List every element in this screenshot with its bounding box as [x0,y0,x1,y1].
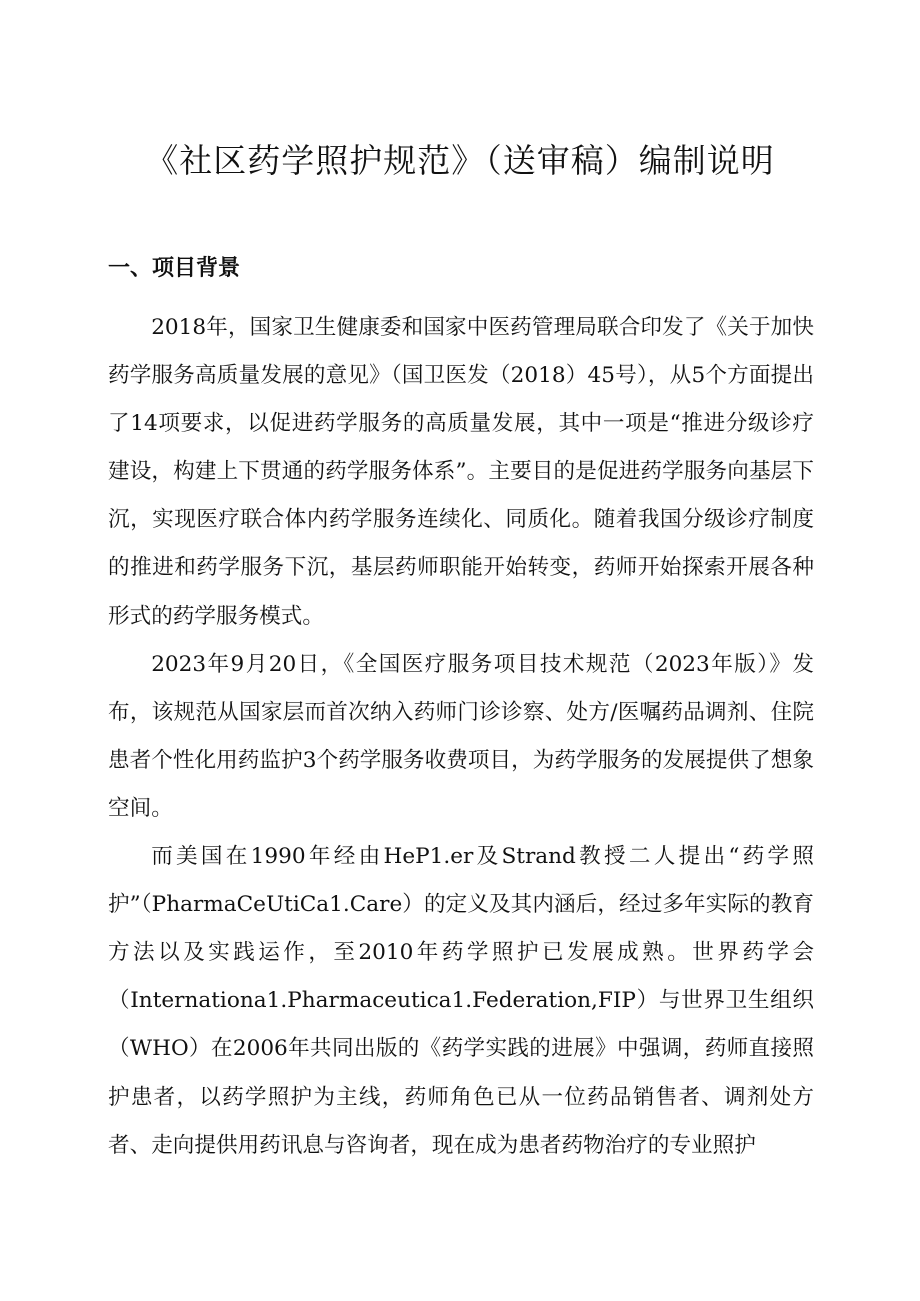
section-body [108,304,814,1170]
section-heading-project-background: 一、项目背景 [108,256,241,281]
paragraph-pharmaceutical-care-history: 而美国在1990年经由HeP1.er及Strand教授二人提出“药学照护”（PharmaCeUtiCa1.Care）的定义及其内涵后，经过多年实际的教育方法以及实践运作，至2010年药学照护已发展成熟。世界药学会（Internationa1.Pharmaceutica1.Federation,FIP）与世界卫生组织（WHO）在2006年共同出版的《药学实践的进展》中强调，药师直接照护患者，以药学照护为主线，药师角色已从一位药品销售者、调剂处方者、走向提供用药讯息与咨询者，现在成为患者药物治疗的专业照护 [108,844,814,1158]
paragraph-2018-policy: 2018年，国家卫生健康委和国家中医药管理局联合印发了《关于加快药学服务高质量发展的意见》（国卫医发（2018）45号），从5个方面提出了14项要求，以促进药学服务的高质量发展，其中一项是“推进分级诊疗建设，构建上下贯通的药学服务体系”。主要目的是促进药学服务向基层下沉，实现医疗联合体内药学服务连续化、同质化。随着我国分级诊疗制度的推进和药学服务下沉，基层药师职能开始转变，药师开始探索开展各种形式的药学服务模式。 [108,315,814,629]
paragraph-2023-spec: 2023年9月20日，《全国医疗服务项目技术规范（2023年版）》发布，该规范从国家层而首次纳入药师门诊诊察、处方/医嘱药品调剂、住院患者个性化用药监护3个药学服务收费项目，为药学服务的发展提供了想象空间。 [108,651,814,821]
document-title: 《社区药学照护规范》（送审稿）编制说明 [145,141,775,180]
